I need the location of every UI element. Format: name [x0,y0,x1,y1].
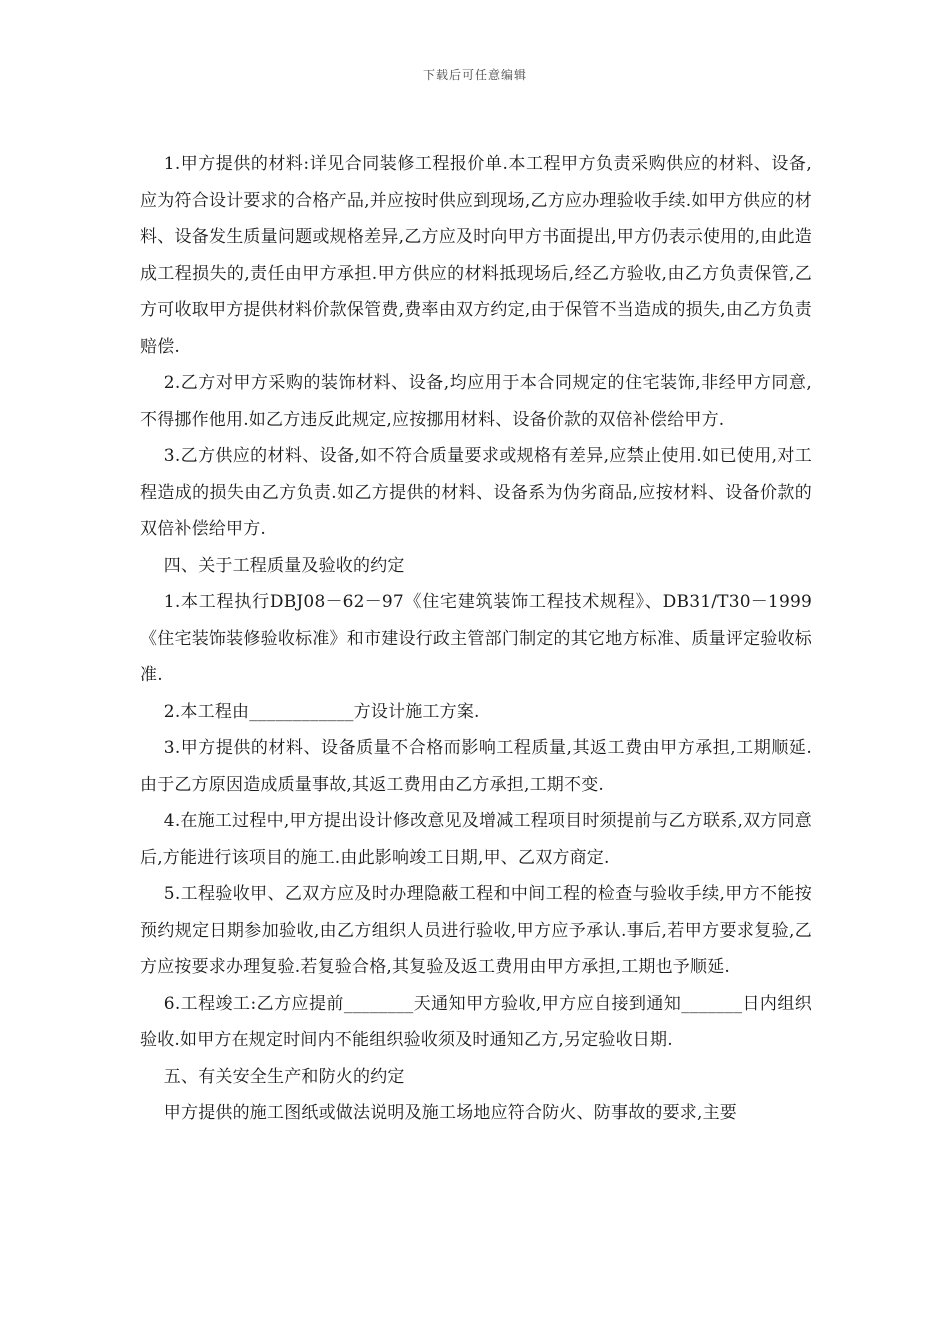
quality-clause-5-inspection: 5.工程验收甲、乙双方应及时办理隐蔽工程和中间工程的检查与验收手续,甲方不能按预约规定日期参加验收,由乙方组织人员进行验收,甲方应予承认.事后,若甲方要求复验,乙方应按要求办理复验.若复验合格,其复验及返工费用由甲方承担,工期也予顺延. [140,884,812,977]
quality-clause-4-changes: 4.在施工过程中,甲方提出设计修改意见及增减工程项目时须提前与乙方联系,双方同意后,方能进行该项目的施工.由此影响竣工日期,甲、乙双方商定. [140,811,812,868]
quality-clause-6-completion: 6.工程竣工:乙方应提前________天通知甲方验收,甲方应自接到通知_______日内组织验收.如甲方在规定时间内不能组织验收须及时通知乙方,另定验收日期. [140,993,812,1050]
quality-clause-3-rework: 3.甲方提供的材料、设备质量不合格而影响工程质量,其返工费由甲方承担,工期顺延.由于乙方原因造成质量事故,其返工费用由乙方承担,工期不变. [140,738,812,795]
section-heading-quality: 四、关于工程质量及验收的约定 [163,555,405,576]
section-heading-safety: 五、有关安全生产和防火的约定 [163,1066,405,1087]
clause-3-contractor-materials: 3.乙方供应的材料、设备,如不符合质量要求或规格有差异,应禁止使用.如已使用,对工程造成的损失由乙方负责.如乙方提供的材料、设备系为伪劣商品,应按材料、设备价款的双倍补偿给甲方. [140,446,812,539]
header-note: 下载后可任意编辑 [422,68,527,82]
quality-clause-1-standards: 1.本工程执行DBJ08－62－97《住宅建筑装饰工程技术规程》、DB31/T30－1999《住宅装饰装修验收标准》和市建设行政主管部门制定的其它地方标准、质量评定验收标准. [140,592,812,685]
safety-clause-intro: 甲方提供的施工图纸或做法说明及施工场地应符合防火、防事故的要求,主要 [163,1103,737,1123]
clause-1-materials-supply: 1.甲方提供的材料:详见合同装修工程报价单.本工程甲方负责采购供应的材料、设备,应为符合设计要求的合格产品,并应按时供应到现场,乙方应办理验收手续.如甲方供应的材料、设备发生质量问题或规格差异,乙方应及时向甲方书面提出,甲方仍表示使用的,由此造成工程损失的,责任由甲方承担.甲方供应的材料抵现场后,经乙方验收,由乙方负责保管,乙方可收取甲方提供材料价款保管费,费率由双方约定,由于保管不当造成的损失,由乙方负责赔偿. [140,154,812,357]
clause-2-materials-usage: 2.乙方对甲方采购的装饰材料、设备,均应用于本合同规定的住宅装饰,非经甲方同意,不得挪作他用.如乙方违反此规定,应按挪用材料、设备价款的双倍补偿给甲方. [140,373,812,430]
document-body [140,146,812,1132]
quality-clause-2-design: 2.本工程由____________方设计施工方案. [163,701,480,722]
